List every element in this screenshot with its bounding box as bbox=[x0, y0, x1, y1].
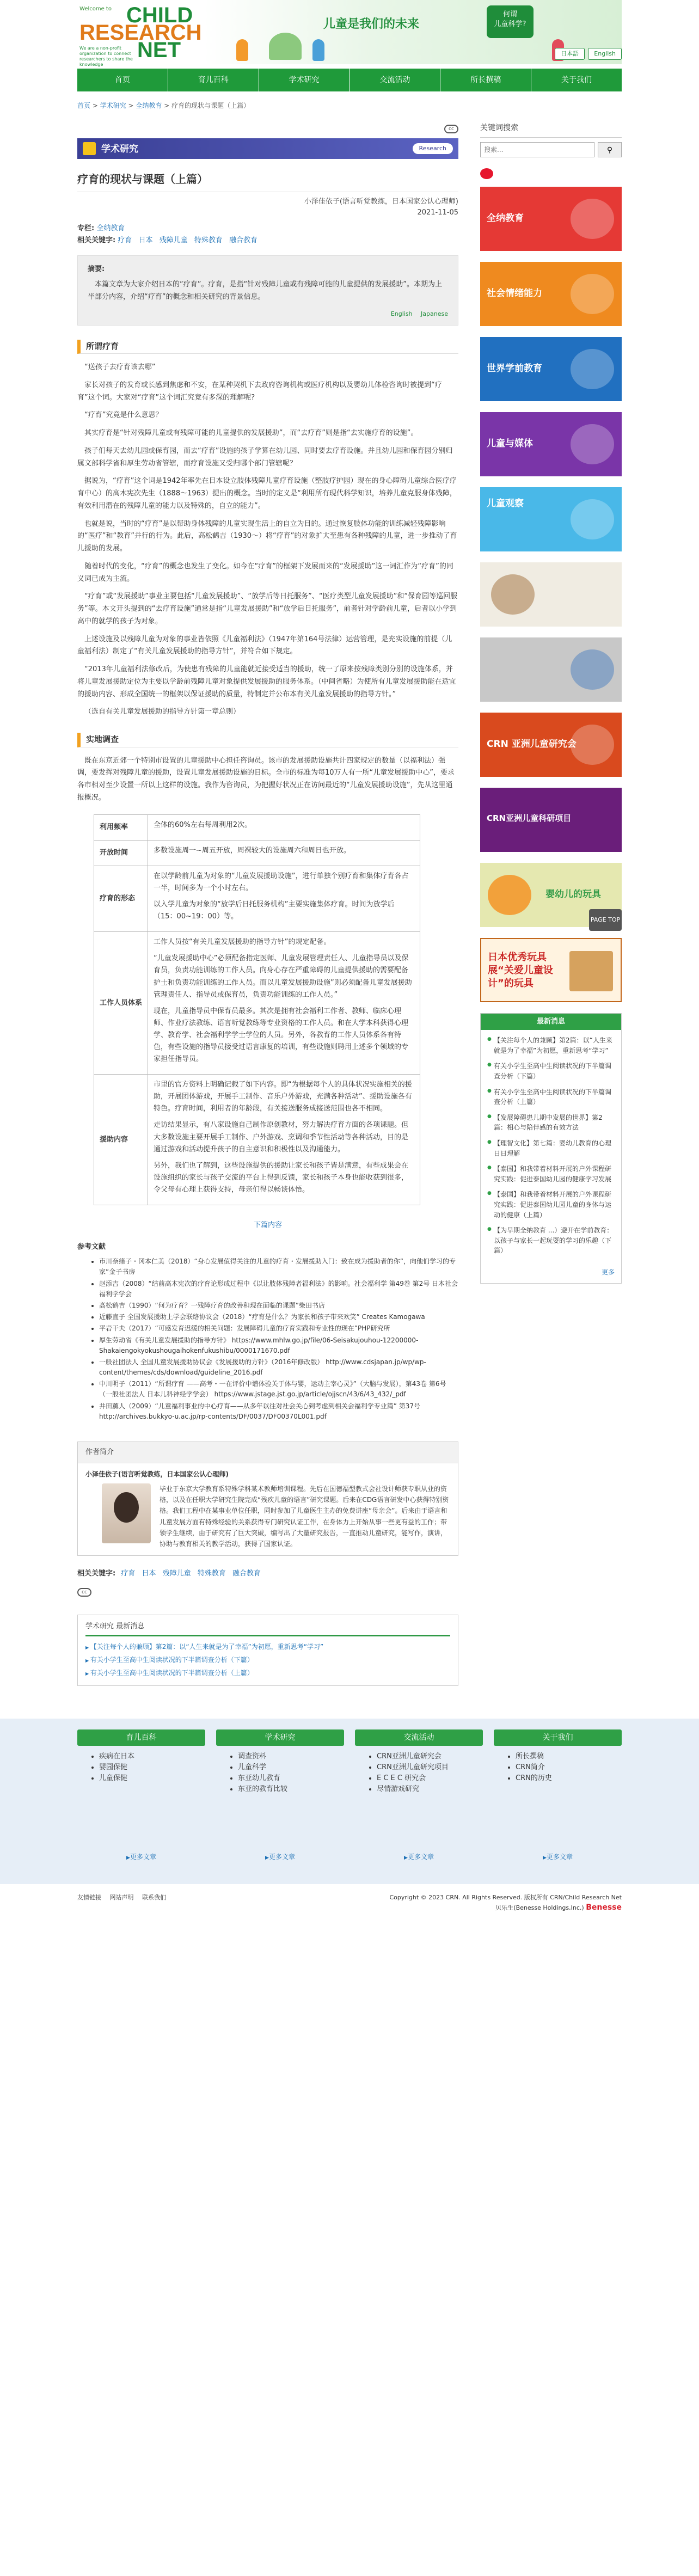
newest-news-item[interactable]: ● 有关小学生至高中生阅读状况的下半篇调查分析（上篇） bbox=[487, 1087, 615, 1107]
latest-research-link[interactable]: ▶ 【关注每个人的兼顾】第2篇：以“人生来就是为了幸福”为初愿，重新思考“学习” bbox=[85, 1641, 450, 1654]
summary-languages bbox=[88, 309, 448, 320]
logo-research: RESEARCH bbox=[79, 21, 202, 45]
article-title: 疗育的现状与课题（上篇） bbox=[77, 170, 458, 192]
footer-column-heading[interactable]: 学术研究 bbox=[216, 1729, 344, 1746]
creative-commons-icon[interactable]: cc bbox=[444, 125, 458, 133]
english-version-link[interactable]: English bbox=[390, 310, 413, 317]
banner-director-column[interactable] bbox=[480, 562, 622, 627]
table-value: 市里的官方资料上明确记载了如下内容。即“为根据每个人的具体状况实施相关的援助，开展团体游戏，开展手工制作、音乐户外游戏，充满各种活动”、援助设施各有特色。疗育时间，利用者的年龄段，有关接送服务成接送范围也各不相同。 走访结果显示，有八家设施自己制作原创教材，努力解决疗育方面的各项课题。但大多数设施主要开展手工制作、户外游戏、烹调和季节性活动等各种活动，目的是通过游戏和活动提升孩子的自主意识和积极性以及沟通能力。 另外，我们也了解到，这些设施提供的援助让家长和孩子皆是满意，有些成果会在设施组织的家长与孩子交流的平台上得到反馈，家长和孩子本身也能收获到很多，令父母有心理上获得支持，母亲们得以畅谈体悟。 bbox=[148, 1075, 420, 1205]
banner-toy-awards[interactable]: 日本优秀玩具展“关爱儿童设计”的玩具 bbox=[480, 938, 622, 1002]
footer-link[interactable]: • 东亚的教育比较 bbox=[238, 1784, 344, 1795]
author-bio: 毕业于东京大学教育系特殊学科某术教师培训课程。先后在国德福型教式会社设计师获专职从业的资格，以及在任职大学研究生院完成“残疾儿童的语言”研究课题。后来在CDG语言研发中心获得特别资格。我们工程中在某事业单位任职，同时参加了儿童医生主办的免费讲座“母亲会”。后来由于语言和儿童发展方面有特殊经验的关系获得专门研究认证工作，在身体力上开始从事一些更有益的工作；带领学生继续，由于研究有了巨大突破，编写出了大量研究报告，一直推动儿童研究，能写作，演讲，协助与教育相关的教学活动，获得了国家认证。 bbox=[160, 1485, 449, 1548]
paragraph: “疗育”或“发展援助”事业主要包括“儿童发展援助”、“放学后等日托服务”、“医疗类型儿童发展援助”和“保育园等巡回服务”等。本文开头提到的“去疗育设施”通常是指“儿童发展援助”和“放学后日托服务”，前者针对学龄前儿童，后者以小学到高中的就学的孩子为对象。 bbox=[77, 592, 458, 625]
paragraph: 既在东京近郊一个特别市设置的儿童援助中心担任咨询员。该市的发展援助设施共计四家规定的数量（以福利法）强调，要发挥对残障儿童的援助，设置儿童发展援助设施的目标。全市的标准为每10万人有一所“儿童发展援助中心”，要求各市相对至少设置一所以上这样的设施。我作为咨询员，为把握好状况正在访问最近的“儿童发展援助设施”，先从这里通报概况。 bbox=[77, 756, 455, 802]
newest-more-link[interactable]: 更多 bbox=[601, 1268, 615, 1276]
related-keywords bbox=[77, 1568, 458, 1580]
paragraph: “疗育”究竟是什么意思？ bbox=[84, 411, 163, 420]
latest-research-link[interactable]: ▶ 有关小学生至高中生阅读状况的下半篇调查分析（上篇） bbox=[85, 1667, 450, 1680]
footer-column bbox=[77, 1729, 205, 1862]
article-summary bbox=[77, 255, 458, 325]
references-list bbox=[77, 1256, 458, 1422]
newest-news-item[interactable]: ● 【为早期全纳教育 ...）避开在学前教育：以孩子与家长一起玩耍的学习的乐趣（下篇） bbox=[487, 1225, 615, 1256]
table-value: 全体的60%左右每周利用2次。 bbox=[148, 814, 420, 840]
reference-item[interactable]: • 一般社团法人 全国儿童发展援助协议会《发展援助的方针》（2016年修改版） http://www.cdsjapan.jp/wp/wp-content/themes/cds/download/guideline_2016.pdf bbox=[99, 1357, 458, 1378]
table-key: 援助内容 bbox=[94, 1075, 148, 1205]
header-slogan: 儿童是我们的未来 bbox=[323, 17, 420, 31]
share-bar bbox=[77, 122, 458, 135]
keyword-link[interactable]: 残障儿童 bbox=[159, 236, 188, 245]
table-value: 工作人员按“有关儿童发展援助的指导方针”的规定配备。 “儿童发展援助中心”必须配备指定医师、儿童发展管理责任人、儿童指导员以及保育员，负责功能训练的工作人员。向身心存在严重障碍的儿童提供援助的需要配备护士和负责功能训练的工作人员。而以儿童发展援助设施”则必须配备儿童发展援助管理责任人、指导员或保育员，负责功能训练的工作人员。” 现在，儿童指导员中保育员最多。其次是拥有社会福利工作者、教师、临床心理师、作业疗法教练、语言听觉教练等专业资格的工作人员。和在大学本科获得心理学、教育学、社会福利学学士学位的人员。另外，各教育的工作人员体系各有特色，有些设施的指导员接受过语言康复的培训，有些设施则聘用上述多个领域的专家担任指导员。 bbox=[148, 932, 420, 1075]
footer-link[interactable]: • 东亚幼儿教育 bbox=[238, 1773, 344, 1784]
newest-news-item[interactable]: ● 有关小学生至高中生阅读状况的下半篇调查分析（下篇） bbox=[487, 1061, 615, 1081]
paragraph: 家长对孩子的发育或长感到焦虑和不安，在某种契机下去政府咨询机构或医疗机构以及婴幼儿体检咨询时被提到“疗育”这个词。大家对“疗育”这个词汇究竟有多深的理解呢? bbox=[77, 381, 442, 402]
nav-about[interactable]: 关于我们 bbox=[561, 76, 592, 84]
newest-news-item[interactable]: ● 【理智文化】第七篇：婴幼儿教育的心理日日理解 bbox=[487, 1138, 615, 1158]
keyword-search bbox=[480, 142, 622, 157]
table-key: 利用频率 bbox=[94, 814, 148, 840]
heading-survey: 实地调查 bbox=[77, 733, 458, 747]
keyword-link[interactable]: 融合教育 bbox=[229, 236, 257, 245]
banner-child-observation[interactable]: 儿童观察 bbox=[480, 487, 622, 551]
author-profile-heading: 作者简介 bbox=[78, 1442, 458, 1463]
reference-item: • 赵添吉（2008）“结前高木宪次的疗育论形成过程中《以让肢体残障者福利法》的影响。社会福利学 第49卷 第2号 日本社会福利学学会 bbox=[99, 1279, 458, 1299]
footer-column-heading[interactable]: 交流活动 bbox=[355, 1729, 483, 1746]
nav-home[interactable]: 首页 bbox=[77, 69, 168, 91]
creative-commons-icon[interactable]: cc bbox=[77, 1588, 91, 1597]
article-meta bbox=[77, 223, 458, 247]
breadcrumb: 首页 > 学术研究 > 全纳教育 > 疗育的现状与课题（上篇） bbox=[77, 102, 250, 109]
table-key: 疗育的形态 bbox=[94, 866, 148, 931]
summary-heading: 摘要: bbox=[88, 265, 105, 274]
footer-column bbox=[494, 1729, 622, 1862]
author-photo bbox=[102, 1483, 151, 1543]
category-link[interactable]: 全纳教育 bbox=[96, 224, 125, 233]
language-switch bbox=[555, 48, 622, 60]
footer-link[interactable]: • CRN的历史 bbox=[516, 1773, 622, 1784]
logo-tagline: We are a non-profit organization to connect researchers to share the knowledge bbox=[79, 46, 133, 67]
footer-column-heading[interactable]: 育儿百科 bbox=[77, 1729, 205, 1746]
nav-director-column[interactable]: 所长撰稿 bbox=[440, 69, 531, 91]
related-keywords-label: 相关关键字: bbox=[77, 1569, 116, 1578]
footer-link[interactable]: • 儿童科学 bbox=[238, 1762, 344, 1773]
logo-net: NET bbox=[137, 38, 181, 62]
footer-more-link[interactable]: 更多文章 bbox=[407, 1853, 434, 1861]
banner-crn-asia-project[interactable]: CRN亚洲儿童科研项目 bbox=[480, 788, 622, 852]
logo-welcome: Welcome to bbox=[79, 6, 112, 12]
header-banner bbox=[204, 0, 622, 64]
paragraph: “送孩子去疗育该去哪” bbox=[84, 363, 156, 372]
reference-item[interactable]: • 中川明子（2011）“所谓疗育 ——高考・一在评价中谱体验关于体与婴，运动主宰心灵》”（大脑与发展），第43卷 第6号（一般社团法人 日本儿科神经学学会） https://www.jstage.jst.go.jp/article/ojjscn/43/6/43_432/_pdf bbox=[99, 1379, 458, 1400]
table-row bbox=[94, 1075, 420, 1205]
paragraph: 也就是说，当时的“疗育”是以帮助身体残障的儿童实现生活上的自立为目的。通过恢复肢体功能的训练减轻残障影响的“医疗”和“教育”并行的行为。此后，高松鹤吉（1930～）将“疗育”的对象扩大至患有各种残障的儿童，进一步推动了育儿援助的发展。 bbox=[77, 519, 457, 553]
keyword-link[interactable]: 疗育 bbox=[118, 236, 132, 245]
liaoyu-body bbox=[77, 361, 458, 719]
newest-news-heading: 最新消息 bbox=[481, 1014, 621, 1030]
search-icon: ⚲ bbox=[606, 145, 613, 154]
footer-column bbox=[216, 1729, 344, 1862]
keyword-link[interactable]: 日本 bbox=[138, 236, 153, 245]
footer-friend-links[interactable]: 友情链接 bbox=[77, 1894, 101, 1902]
latest-research-link[interactable]: ▶ 有关小学生至高中生阅读状况的下半篇调查分析（下篇） bbox=[85, 1654, 450, 1667]
author-profile bbox=[77, 1442, 458, 1556]
banner-social-emotional[interactable]: 社会情绪能力 bbox=[480, 262, 622, 326]
benesse-logo: Benesse bbox=[586, 1903, 622, 1912]
reference-item[interactable]: • 井田薰人（2009）“儿童福利事业的中心疗育——从多年以往对社会关心到考虑到相关会福利学专业篇” 第37号 http://archives.bukkyo-u.ac.jp/rp-contents/DF/0037/DF00370L001.pdf bbox=[99, 1401, 458, 1422]
footer-contact[interactable]: 联系我们 bbox=[142, 1894, 166, 1902]
share-bar-bottom bbox=[77, 1585, 458, 1598]
banner-photo-strip[interactable] bbox=[480, 637, 622, 702]
keyword-link[interactable]: 特殊教育 bbox=[194, 236, 223, 245]
author-name: 小泽佳依子(语言听觉教练，日本国家公认心理师) bbox=[85, 1470, 229, 1479]
heading-liaoyu: 所谓疗育 bbox=[77, 340, 458, 354]
category-label: 专栏: bbox=[77, 224, 95, 233]
newest-news-item[interactable]: ● 【关注每个人的兼顾】第2篇：以“人生来就是为了幸福”为初愿，重新思考“学习” bbox=[487, 1035, 615, 1056]
article-author: 小泽佳依子(语言听觉教练，日本国家公认心理师) bbox=[304, 198, 458, 206]
banner-baby-toys[interactable]: 婴幼儿的玩具 bbox=[480, 863, 622, 927]
table-value: 多数设施周一~周五开放，周裸较大的设施周六和周日也开放。 bbox=[148, 840, 420, 866]
latest-research-heading: 学术研究 最新消息 bbox=[85, 1621, 450, 1636]
breadcrumb-current: 疗育的现状与课题（上篇） bbox=[171, 102, 250, 109]
footer-link[interactable]: • CRN亚洲儿童研究项目 bbox=[377, 1762, 483, 1773]
tree-illustration bbox=[269, 33, 302, 60]
newest-news-item[interactable]: ● 【发展障碍患儿期中发展的世界】第2篇：相心与陪伴感的有效方法 bbox=[487, 1113, 615, 1133]
banner-crn-asia[interactable]: CRN 亚洲儿童研究会 bbox=[480, 713, 622, 777]
what-is-child-science-bubble[interactable]: 何谓 儿童科学? bbox=[487, 5, 534, 38]
paragraph: “2013年儿童福利法修改后，为使患有残障的儿童能就近接受适当的援助，统一了原来按残障类别分别的设施体系，并将儿童发展援助定位为主要以学龄前残障儿童对象提供发展援助的服务体系。（中间省略）为使所有儿童发展援助能在适宜的援助内容、形成全国统一的框架以保证援助的质量，特制定并公布本有关儿童发展援助的指导方针。” bbox=[77, 665, 456, 698]
newest-news-item[interactable]: ● 【泰国】和我带着材料开展的户外课程研究实践：促进泰国幼儿园儿童的身体与运动的健康（上篇） bbox=[487, 1189, 615, 1220]
keyword-link[interactable]: 日本 bbox=[142, 1569, 156, 1578]
next-part-link[interactable]: 下篇内容 bbox=[253, 1221, 282, 1230]
company-name: 贝乐生(Benesse Holdings,Inc.) bbox=[495, 1904, 584, 1912]
facility-table bbox=[94, 814, 420, 1205]
global-nav bbox=[77, 69, 622, 91]
search-input[interactable] bbox=[480, 142, 594, 157]
reference-item[interactable]: • 厚生劳动省《有关儿童发展援助的指导方针》 https://www.mhlw.go.jp/file/06-Seisakujouhou-12200000-Shakaiengokyokushougaihokenfukushibu/0000171670.pdf bbox=[99, 1335, 458, 1356]
main-content bbox=[77, 122, 458, 1697]
reference-item: • 高松鹤吉（1990）“何为疗育？一残障疗育的改善和现在面临的课题”柴田书店 bbox=[99, 1301, 458, 1311]
footer-link[interactable]: • 调查资料 bbox=[238, 1751, 344, 1762]
keywords-label: 相关关键字: bbox=[77, 236, 116, 245]
paragraph: 上述设施及以残障儿童为对象的事业皆依照《儿童福利法》（1947年第164号法律）运营管理，是充实设施的前提（儿童福利法）制定了“有关儿童发展援助的指导方针”，并符合如下规定。 bbox=[77, 635, 452, 656]
footer-link[interactable]: • 尽情游戏研究 bbox=[377, 1784, 483, 1795]
summary-text: 本篇文章为大家介绍日本的“疗育”。疗育，是指“针对残障儿童或有残障可能的儿童提供的发展援助”。本期为上半部分内容，介绍“疗育”的概念和相关研究的背景信息。 bbox=[88, 280, 442, 302]
research-icon bbox=[83, 142, 96, 155]
footer-column-heading[interactable]: 关于我们 bbox=[494, 1729, 622, 1746]
banner-world-preschool[interactable]: 世界学前教育 bbox=[480, 337, 622, 401]
child-figure bbox=[312, 39, 324, 61]
paragraph: 孩子们每天去幼儿园或保育园，而去“疗育”设施的孩子学算在幼儿园、同时要去疗育设施。并且幼儿园和保育园分别归属文部科学省和厚生劳动省管辖，而疗育设施又受归哪个部门管辖呢？ bbox=[77, 446, 453, 468]
child-figure bbox=[236, 39, 248, 61]
latest-research-box bbox=[77, 1615, 458, 1686]
breadcrumb-inclusive[interactable]: 全纳教育 bbox=[136, 102, 162, 109]
site-logo[interactable] bbox=[77, 3, 202, 67]
footer-more-link[interactable]: 更多文章 bbox=[546, 1853, 573, 1861]
newest-news-box bbox=[480, 1013, 622, 1284]
table-row bbox=[94, 932, 420, 1075]
keyword-link[interactable]: 特殊教育 bbox=[197, 1569, 226, 1578]
section-header bbox=[77, 138, 458, 159]
table-row bbox=[94, 866, 420, 931]
lang-japanese-button[interactable]: 日本語 bbox=[555, 48, 585, 60]
breadcrumb-research[interactable]: 学术研究 bbox=[100, 102, 126, 109]
footer-more-link[interactable]: 更多文章 bbox=[130, 1853, 156, 1861]
footer-link[interactable]: • 儿童保健 bbox=[99, 1773, 205, 1784]
next-part-link-wrap bbox=[77, 1219, 458, 1231]
reference-item: • 近藤直子 全国发展援助上学会联络协议会（2018）“疗育是什么？为家长和孩子带来欢笑” Creates Kamogawa bbox=[99, 1312, 458, 1322]
footer-link[interactable]: • CRN亚洲儿童研究会 bbox=[377, 1751, 483, 1762]
footer-link[interactable]: • 疾病在日本 bbox=[99, 1751, 205, 1762]
paragraph: 其实疗育是“针对残障儿童或有残障可能的儿童提供的发展援助”，而“去疗育”则是指“去实施疗育的设施”。 bbox=[84, 429, 418, 438]
section-title: 学术研究 bbox=[101, 144, 138, 155]
table-key: 工作人员体系 bbox=[94, 932, 148, 1075]
footer-column bbox=[355, 1729, 483, 1862]
logo-child: CHILD bbox=[126, 3, 193, 27]
article-byline bbox=[77, 197, 458, 218]
keyword-link[interactable]: 融合教育 bbox=[232, 1569, 261, 1578]
references-heading: 参考文献 bbox=[77, 1243, 106, 1252]
keyword-link[interactable]: 残障儿童 bbox=[162, 1569, 191, 1578]
footer-bottom bbox=[77, 1884, 622, 1935]
banner-children-media[interactable]: 儿童与媒体 bbox=[480, 412, 622, 476]
footer-site-policy[interactable]: 网站声明 bbox=[109, 1894, 134, 1902]
table-key: 开放时间 bbox=[94, 840, 148, 866]
nav-events[interactable]: 交流活动 bbox=[350, 69, 440, 91]
footer-link[interactable]: • E C E C 研究会 bbox=[377, 1773, 483, 1784]
search-button[interactable] bbox=[598, 142, 622, 157]
table-value: 在以学龄前儿童为对象的“儿童发展援助设施”，进行单独个别疗育和集体疗育各占一半，时间多为一个小时左右。 以入学儿童为对象的“放学后日托服务机构”主要实施集体疗育。时间为放学后（15：00~19：00）等。 bbox=[148, 866, 420, 931]
site-header bbox=[77, 0, 622, 67]
lang-english-button[interactable]: English bbox=[588, 48, 622, 60]
table-row bbox=[94, 814, 420, 840]
paragraph: 据说为，“疗育”这个词是1942年率先在日本设立肢体残障儿童疗育设施（整肢疗护园）现在的身心障碍儿童综合医疗疗育中心）的高木宪次先生（1888～1963）提出的概念。当时的定义是“利用所有现代科学知识，培养儿童克服身体残障，有效利用潜在的残障儿童的能力以及特殊的，自立的能力”。 bbox=[77, 477, 457, 510]
copyright: Copyright © 2023 CRN. All Rights Reserved. 版权所有 CRN/Child Research Net bbox=[389, 1894, 622, 1902]
footer-link[interactable]: • CRN简介 bbox=[516, 1762, 622, 1773]
paragraph: 随着时代的变化，“疗育”的概念也发生了变化。如今在“疗育”的框架下发展而来的“发展援助”这一词汇作为“疗育”的同义词已成为主流。 bbox=[77, 562, 453, 583]
page-top-button[interactable]: PAGE TOP bbox=[589, 909, 622, 931]
paragraph: （选自有关儿童发展援助的指导方针第一章总则） bbox=[84, 708, 241, 716]
section-pill: Research bbox=[413, 143, 453, 154]
nav-research[interactable]: 学术研究 bbox=[259, 69, 350, 91]
table-row bbox=[94, 840, 420, 866]
japanese-version-link[interactable]: Japanese bbox=[421, 310, 448, 317]
banner-inclusive-education[interactable]: 全纳教育 bbox=[480, 187, 622, 251]
footer-nav bbox=[0, 1719, 699, 1884]
newest-news-item[interactable]: ● 【泰国】和我带着材料开展的户外课程研究实践：促进泰国幼儿园的健康学习发展 bbox=[487, 1164, 615, 1184]
footer-link[interactable]: • 所长撰稿 bbox=[516, 1751, 622, 1762]
keyword-search-heading: 关键词搜索 bbox=[480, 122, 622, 138]
breadcrumb-home[interactable]: 首页 bbox=[77, 102, 91, 109]
keyword-link[interactable]: 疗育 bbox=[121, 1569, 136, 1578]
reference-item: • 市川奈绪子・冈本仁美（2018）“身心发展值得关注的儿童的疗育・发展援助入门：致在成为援助者的你”，向他们学习的专家“金子书房 bbox=[99, 1256, 458, 1277]
weibo-icon[interactable] bbox=[480, 168, 493, 179]
reference-item: • 平岩干夫（2017）“可感发育迟缓的相关问题：发展障碍儿童的疗育实践和专业性的现在”PHP研究所 bbox=[99, 1323, 458, 1334]
footer-link[interactable]: • 婴园保健 bbox=[99, 1762, 205, 1773]
nav-parenting[interactable]: 育儿百科 bbox=[168, 69, 259, 91]
footer-more-link[interactable]: 更多文章 bbox=[268, 1853, 295, 1861]
article-date: 2021-11-05 bbox=[417, 208, 458, 217]
